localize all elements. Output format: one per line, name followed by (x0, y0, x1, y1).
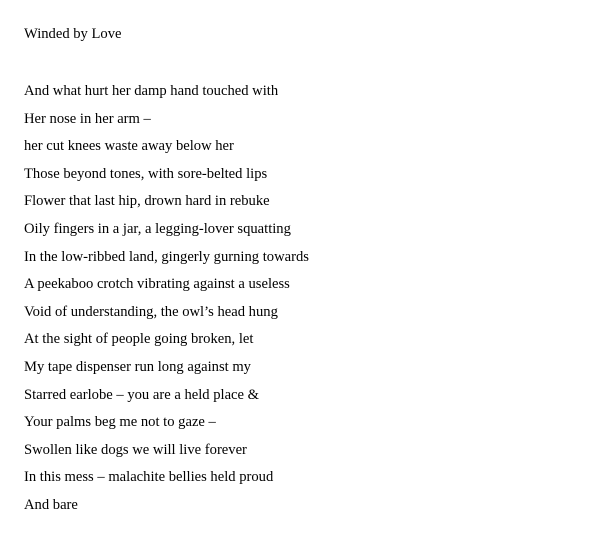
poem-title: Winded by Love (24, 26, 122, 42)
poem-line: My tape dispenser run long against my (24, 358, 251, 375)
poem-body (24, 78, 584, 520)
poem-line: And bare (24, 496, 78, 513)
poem-line: Void of understanding, the owl’s head hung (24, 303, 278, 320)
poem-line: Your palms beg me not to gaze – (24, 414, 216, 431)
poem-line: Flower that last hip, drown hard in rebuke (24, 193, 270, 210)
poem-line: Her nose in her arm – (24, 110, 151, 127)
poem-line: In this mess – malachite bellies held proud (24, 469, 274, 486)
poem-line: her cut knees waste away below her (24, 138, 234, 155)
poem-line: Those beyond tones, with sore-belted lips (24, 165, 268, 182)
document-page (24, 24, 584, 520)
poem-line: Oily fingers in a jar, a legging-lover squatting (24, 220, 291, 237)
poem-line: Starred earlobe – you are a held place & (24, 386, 260, 403)
poem-line: Swollen like dogs we will live forever (24, 441, 247, 458)
poem-line: And what hurt her damp hand touched with (24, 83, 279, 99)
poem-line: A peekaboo crotch vibrating against a useless (24, 276, 290, 293)
poem-line: At the sight of people going broken, let (24, 331, 254, 348)
poem-line: In the low-ribbed land, gingerly gurning towards (24, 248, 309, 265)
